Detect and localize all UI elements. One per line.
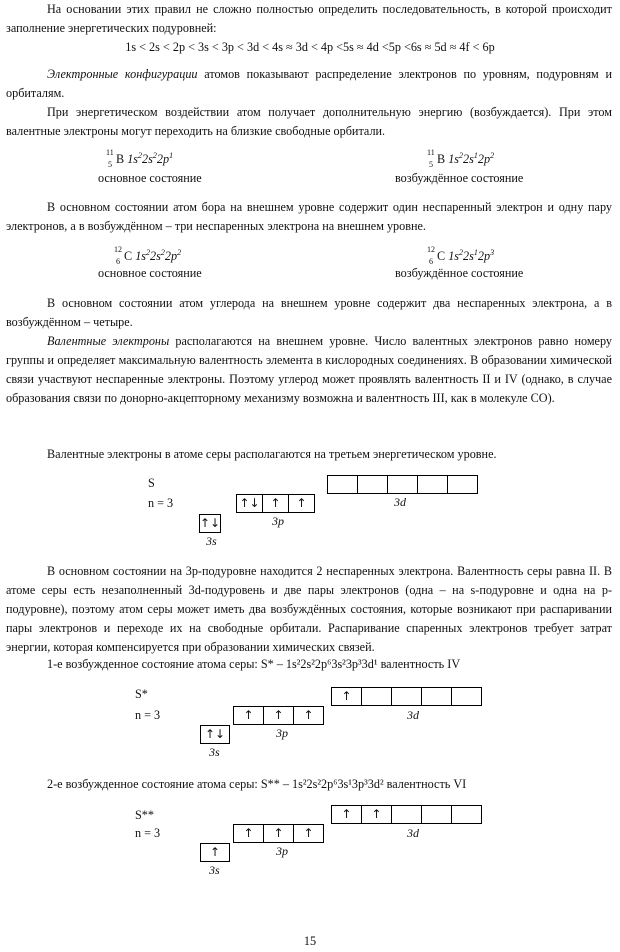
orbital-3d-box: ↑	[361, 805, 392, 824]
diagram1-3d-label: 3d	[394, 495, 406, 509]
orbital-3p-box: ↑	[233, 824, 264, 843]
orbital-3d-box	[327, 475, 358, 494]
electron-config-text: атомов показывают распределение электронов по уровням, подуровням и орбиталям.	[6, 67, 613, 100]
sulfur-valence-paragraph: В основном состоянии на 3p-подуровне находится 2 неспаренных электрона. Валентность серы равна II. В атоме серы есть незаполненный 3d-подуровень и две пары электронов (одна – на s-подуровне и одна на p-подуровне), поэтому атом серы может иметь два возбуждённых состояния, которые возникают при распаривании пары электронов и переходе их на свободные орбитали. Распаривание спаренных электронов требует затрат энергии, которая компенсируется при образовании химических связей.	[6, 564, 612, 654]
diagram1-3p-label: 3p	[272, 514, 284, 528]
orbital-3d-box	[451, 805, 482, 824]
carbon-paragraph: В основном состоянии атом углерода на внешнем уровне содержит два неспаренных электрона, а в возбуждённом – четыре.	[6, 296, 612, 329]
orbital-3p-box: ↑	[293, 824, 324, 843]
diagram3-3s-label: 3s	[209, 863, 220, 877]
orbital-3d-box	[421, 687, 452, 706]
intro-paragraph: На основании этих правил не сложно полностью определить последовательность, в которой происходит заполнение энергетических подуровней:	[6, 2, 612, 35]
diagram1-symbol: S	[148, 476, 155, 490]
diagram1-level: n = 3	[148, 496, 174, 510]
orbital-3p-box: ↑	[293, 706, 324, 725]
carbon-ground-formula: 12 6 C $1s^22s^22p^2$	[114, 245, 182, 267]
orbital-3s-box: ↑	[200, 843, 230, 862]
diagram2-symbol: S*	[135, 687, 148, 701]
orbital-3d-box: ↑	[331, 687, 362, 706]
orbital-3d-box	[447, 475, 478, 494]
filling-sequence: 1s < 2s < 2p < 3s < 3p < 3d < 4s ≈ 3d < 4p <5s ≈ 4d <5p <6s ≈ 5d ≈ 4f < 6p	[125, 40, 495, 54]
carbon-ground-label: основное состояние	[98, 266, 202, 280]
second-excited-line: 2-е возбужденное состояние атома серы: S** – 1s²2s²2p⁶3s¹3p³3d² валентность VI	[47, 777, 467, 791]
orbital-3d-box: ↑	[331, 805, 362, 824]
diagram3-symbol: S**	[135, 808, 154, 822]
boron-ground-label: основное состояние	[98, 171, 202, 185]
carbon-excited-formula: 12 6 C $1s^22s^12p^3$	[427, 245, 495, 267]
first-excited-line: 1-е возбужденное состояние атома серы: S* – 1s²2s²2p⁶3s²3p³3d¹ валентность IV	[47, 657, 461, 671]
orbital-3d-box	[361, 687, 392, 706]
diagram2-3p-label: 3p	[276, 726, 288, 740]
diagram2-3s-label: 3s	[209, 745, 220, 759]
carbon-excited-label: возбуждённое состояние	[395, 266, 524, 280]
boron-excited-formula: 11 5 B $1s^22s^12p^2$	[427, 148, 495, 170]
orbital-3d-box	[421, 805, 452, 824]
orbital-3d-box	[391, 805, 422, 824]
diagram3-level: n = 3	[135, 826, 161, 840]
diagram3-3p-label: 3p	[276, 844, 288, 858]
electron-config-paragraph	[6, 65, 612, 103]
page-number: 15	[303, 934, 317, 948]
valence-paragraph	[6, 332, 612, 408]
orbital-3s-box: ↑↓	[200, 725, 230, 744]
term-electron-configs: Электронные конфигурации	[47, 67, 198, 81]
valence-text: располагаются на внешнем уровне. Число валентных электронов равно номеру группы и определяет максимальную валентность элемента в кислородных соединениях. В образовании химической связи участвуют неспаренные электроны. Поэтому углерод может проявлять валентность II и IV (однако, в случае образования связи по донорно-акцепторному механизму возможна и валентность III, как в молекуле CO).	[6, 334, 612, 405]
diagram3-3d-label: 3d	[407, 826, 419, 840]
diagram1-3s-label: 3s	[206, 534, 217, 548]
boron-paragraph: В основном состоянии атом бора на внешнем уровне содержит один неспаренный электрон и одну пару электронов, а в возбуждённом – три неспаренных электрона на внешнем уровне.	[6, 200, 612, 233]
diagram2-level: n = 3	[135, 708, 161, 722]
orbital-3d-box	[357, 475, 388, 494]
orbital-3p-box: ↑	[288, 494, 315, 513]
excitation-paragraph: При энергетическом воздействии атом получает дополнительную энергию (возбуждается). При этом валентные электроны могут переходить на близкие свободные орбитали.	[6, 105, 612, 138]
boron-ground-formula: 11 5 B $1s^22s^22p^1$	[106, 148, 174, 170]
orbital-3p-box: ↑	[262, 494, 289, 513]
orbital-3d-box	[451, 687, 482, 706]
orbital-3p-box: ↑	[263, 706, 294, 725]
orbital-3s-box: ↑↓	[199, 514, 221, 533]
orbital-3p-box: ↑	[263, 824, 294, 843]
orbital-3d-box	[417, 475, 448, 494]
orbital-3d-box	[391, 687, 422, 706]
term-valence-electrons: Валентные электроны	[47, 334, 170, 348]
sulfur-intro: Валентные электроны в атоме серы располагаются на третьем энергетическом уровне.	[47, 447, 497, 461]
orbital-3d-box	[387, 475, 418, 494]
boron-excited-label: возбуждённое состояние	[395, 171, 524, 185]
diagram2-3d-label: 3d	[407, 708, 419, 722]
orbital-3p-box: ↑	[233, 706, 264, 725]
orbital-3p-box: ↑↓	[236, 494, 263, 513]
